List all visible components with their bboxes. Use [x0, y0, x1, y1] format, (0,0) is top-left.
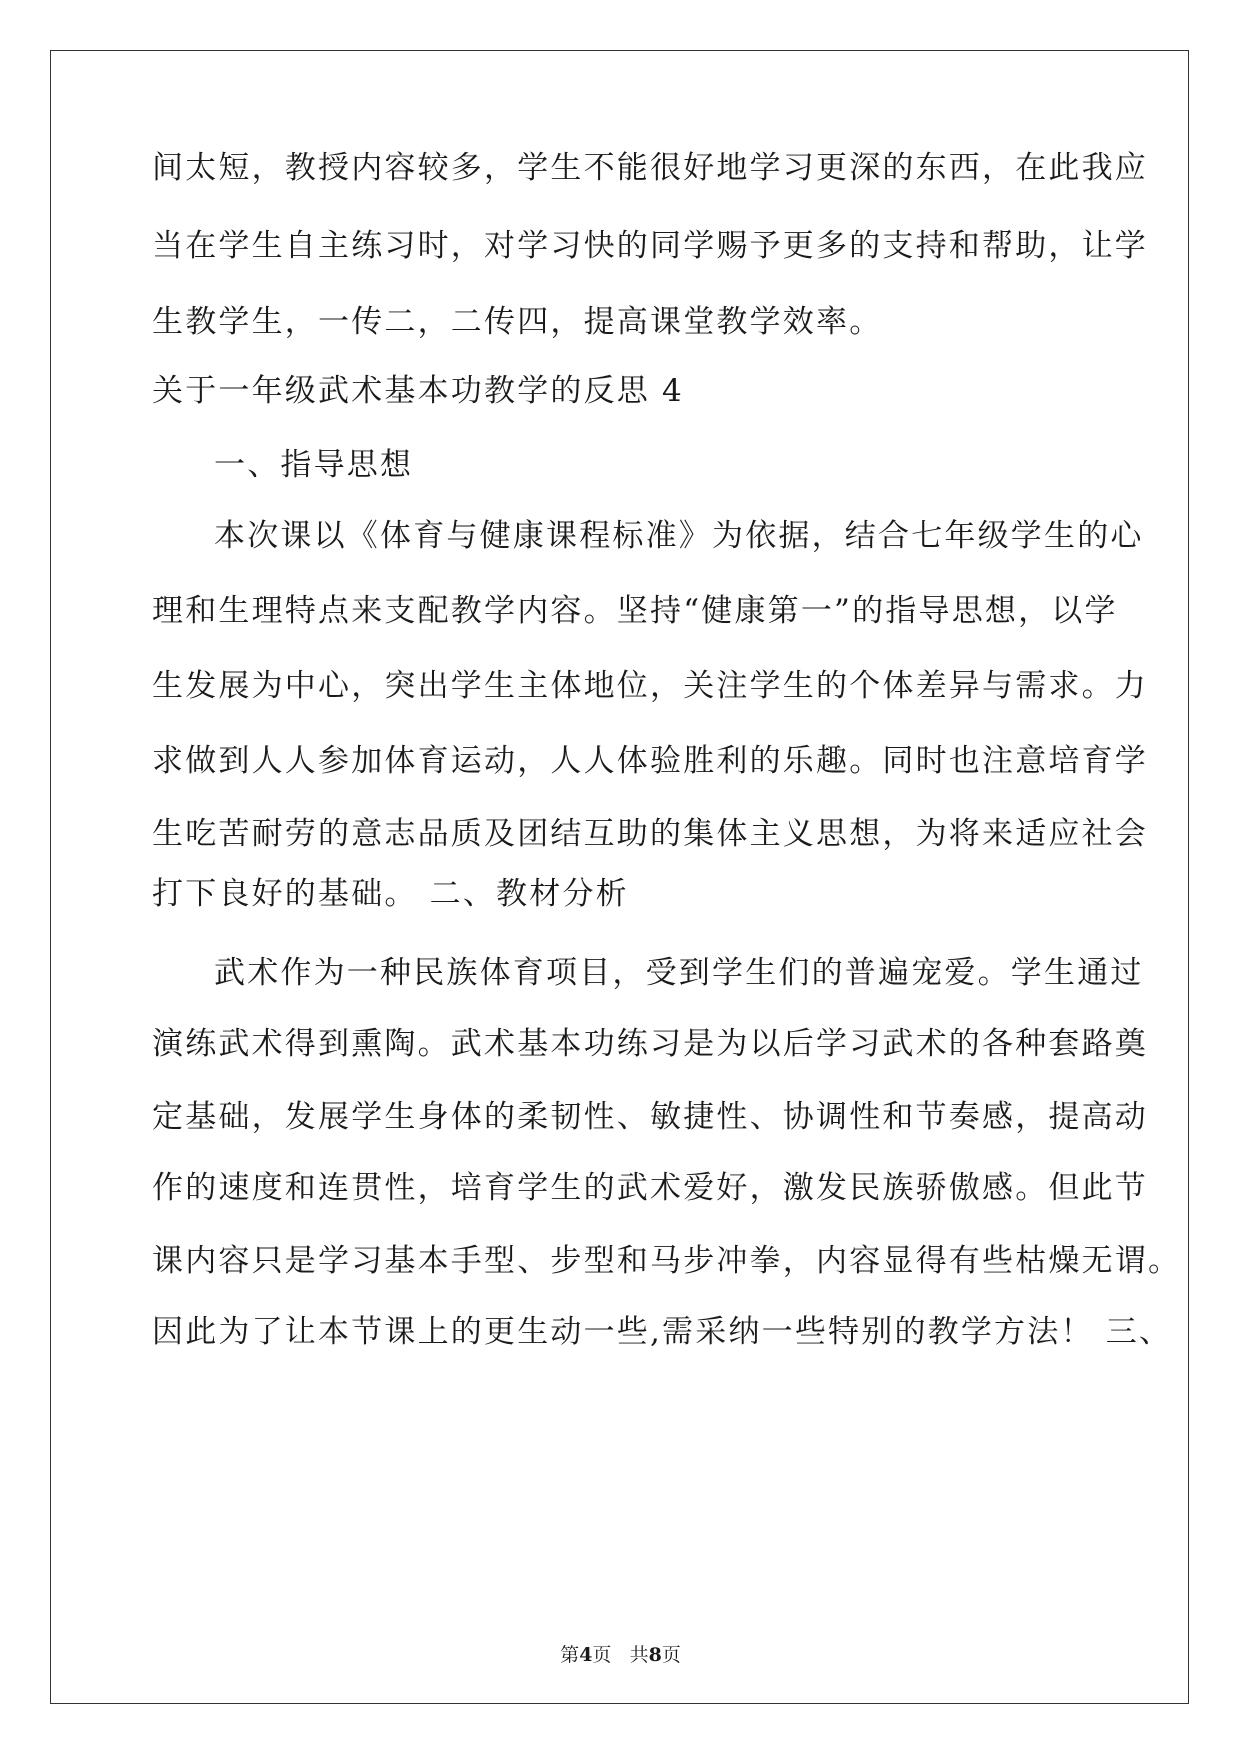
body-line: 当在学生自主练习时，对学习快的同学赐予更多的支持和帮助，让学 [152, 228, 1148, 264]
body-line: 理和生理特点来支配教学内容。坚持“健康第一”的指导思想，以学 [152, 593, 1118, 629]
body-line: 课内容只是学习基本手型、步型和马步冲拳，内容显得有些枯燥无谓。 [152, 1243, 1182, 1279]
footer-total-prefix: 共 [629, 1644, 649, 1666]
body-line: 本次课以《体育与健康课程标准》为依据，结合七年级学生的心 [214, 518, 1144, 554]
page-footer [0, 1643, 1241, 1667]
current-page-number: 4 [579, 1644, 593, 1666]
total-page-count: 8 [648, 1644, 662, 1666]
body-line: 因此为了让本节课上的更生动一些,需采纳一些特别的教学方法！ 三、 [152, 1314, 1173, 1350]
body-line: 定基础，发展学生身体的柔韧性、敏捷性、协调性和节奏感，提高动 [152, 1099, 1148, 1135]
subsection-heading: 一、指导思想 [214, 447, 414, 483]
body-line: 武术作为一种民族体育项目，受到学生们的普遍宠爱。学生通过 [214, 955, 1144, 991]
footer-page-word: 页 [592, 1644, 612, 1666]
footer-prefix: 第 [560, 1644, 580, 1666]
body-line: 间太短，教授内容较多，学生不能很好地学习更深的东西，在此我应 [152, 150, 1148, 186]
body-line: 打下良好的基础。 二、教材分析 [152, 876, 629, 912]
body-line: 生吃苦耐劳的意志品质及团结互助的集体主义思想，为将来适应社会 [152, 816, 1148, 852]
body-line: 生教学生，一传二，二传四，提高课堂教学效率。 [152, 304, 883, 340]
body-line: 生发展为中心，突出学生主体地位，关注学生的个体差异与需求。力 [152, 668, 1148, 704]
body-line: 演练武术得到熏陶。武术基本功练习是为以后学习武术的各种套路奠 [152, 1026, 1148, 1062]
body-line: 作的速度和连贯性，培育学生的武术爱好，激发民族骄傲感。但此节 [152, 1170, 1148, 1206]
body-line: 求做到人人参加体育运动，人人体验胜利的乐趣。同时也注意培育学 [152, 743, 1148, 779]
section-heading: 关于一年级武术基本功教学的反思 4 [152, 373, 684, 409]
footer-total-suffix: 页 [661, 1644, 681, 1666]
